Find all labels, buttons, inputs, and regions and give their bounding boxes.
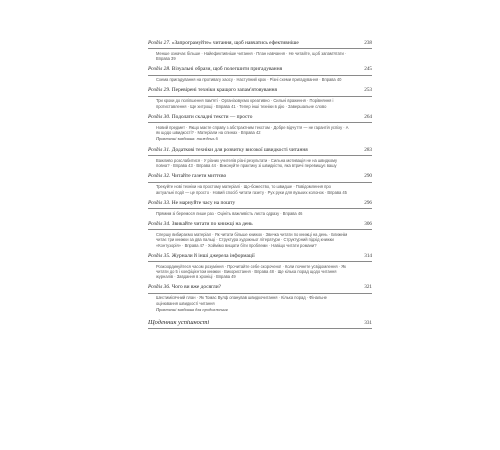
chapter-heading[interactable] [148, 284, 372, 291]
chapter-title: Розділ 30. Подолати складні тексти — просто [148, 113, 253, 120]
chapter-prefix: Розділ 30. [148, 113, 171, 120]
diary-title: Щоденник успішності [148, 318, 210, 326]
chapter-description: Новий предмет · Якщо маєте справу з абстрактним текстом · Добре відчуття — не гарантія успіху · А як щодо швидкості? · Матеріали на спинах · Вправа 42 [156, 124, 349, 136]
page-number: 314 [364, 252, 372, 259]
chapter-heading[interactable] [148, 173, 372, 180]
chapter-prefix: Розділ 35. [148, 252, 171, 259]
page-number: 331 [364, 319, 372, 326]
chapter-description: Шестимісячний план · Як Томас Вулф опанував швидкочитання · Кілька порад · Фінальне оцінювання швидкості читання [156, 295, 327, 306]
page-number: 253 [364, 87, 372, 94]
chapter-title: Розділ 34. Звикайте читати по книжці на день [148, 220, 253, 227]
chapter-description: Важливо розслабитися · У різних учителів різні результати · Сильна мотивація не на швидкому повна? · Вправа 43 · Вправа 44 · Виконуйте практику зі швидкістю, яка втричі перевищує вашу [156, 157, 338, 169]
chapter-title: Розділ 35. Журнали й інші джерела інформації [148, 252, 255, 259]
chapter-prefix: Розділ 28. [148, 66, 171, 73]
divider [148, 48, 372, 49]
page-number: 245 [364, 66, 372, 73]
chapter-title: Розділ 32. Читайте газети миттєво [148, 173, 227, 180]
table-of-contents [148, 40, 372, 334]
divider [148, 328, 372, 329]
page-number: 264 [364, 113, 372, 120]
page-number: 306 [364, 220, 372, 227]
divider [148, 75, 372, 76]
chapter-prefix: Розділ 33. [148, 199, 171, 206]
chapter-heading[interactable] [148, 253, 372, 260]
chapter-description: Менше означає більше · Найефективніше читання · План навчання · Не читайте, щоб запам'ятати · Вправа 39 [156, 50, 347, 62]
chapter-heading[interactable] [148, 40, 372, 47]
chapter-prefix: Розділ 36. [148, 284, 171, 291]
chapter-prefix: Розділ 29. [148, 87, 171, 94]
page-number: 321 [364, 284, 372, 291]
chapter-title: Розділ 28. Візуальні образи, щоб полегшити пригадування [148, 66, 283, 73]
chapter-title: Розділ 33. Не марнуйте часу на пошту [148, 199, 236, 206]
chapter-title: Розділ 27. «Запрограмуйте» читання, щоб навчатись ефективніше [148, 40, 299, 46]
divider [148, 261, 372, 262]
divider [148, 182, 372, 183]
chapter-heading[interactable] [148, 114, 372, 121]
chapter-description: Три кроки до поліпшення пам'яті · Організовуємо креативно · Сильні враження · Порівняння і протиставлення · Ще хитрощі · Вправа 41 · Тепер інші техніки в дію · Завершальне слово [156, 98, 334, 109]
chapter-description: Трекуйте нові техніки на простому матеріалі · Що-божество, то швидше · Повідомлення про актуальні події — це просто · Новий спосіб читати газету · Рух руки для вузьких колонок · Вправа 45 [156, 184, 347, 195]
chapter-description: Схема пригадування на противагу хаосу · Наступний крок · Різні схеми пригадування · Вправа 40 [156, 77, 342, 83]
toc-chapter-34[interactable] [148, 221, 372, 248]
toc-chapter-28[interactable] [148, 66, 372, 82]
page-number: 290 [364, 173, 372, 180]
chapter-prefix: Розділ 34. [148, 220, 171, 227]
diary-heading[interactable] [148, 319, 372, 327]
divider [148, 155, 372, 156]
chapter-heading[interactable] [148, 87, 372, 94]
chapter-title: Розділ 36. Чого ви вже досягли? [148, 284, 222, 291]
chapter-prefix: Розділ 31. [148, 146, 171, 153]
chapter-prefix: Розділ 27. [148, 40, 171, 46]
page-number: 238 [364, 40, 372, 46]
toc-chapter-35[interactable] [148, 253, 372, 280]
toc-chapter-27[interactable] [148, 40, 372, 62]
chapter-heading[interactable] [148, 221, 372, 228]
divider [148, 208, 372, 209]
divider [148, 122, 372, 123]
toc-chapter-33[interactable] [148, 200, 372, 216]
toc-chapter-31[interactable] [148, 147, 372, 169]
chapter-title: Розділ 29. Перевірені техніки кращого запам'ятовування [148, 87, 278, 94]
chapter-description: Прямим зі беремося лише раз · Оцініть важливість листа одразу · Вправа 46 [156, 210, 303, 216]
toc-success-diary[interactable] [148, 319, 372, 329]
page-number: 283 [364, 146, 372, 153]
toc-chapter-36[interactable] [148, 284, 372, 313]
divider [148, 96, 372, 97]
chapter-heading[interactable] [148, 200, 372, 207]
toc-chapter-32[interactable] [148, 173, 372, 195]
page-number: 296 [364, 199, 372, 206]
toc-chapter-30[interactable] [148, 114, 372, 143]
toc-chapter-29[interactable] [148, 87, 372, 109]
chapter-prefix: Розділ 32. [148, 173, 171, 180]
chapter-description: Спершу вибираємо матеріал · Як читати більше книжок · Звичка читати по книжці на день · Ближнім читає три книжки за два пальці · Структура художньої літератури · Структурний підхід книжки «Контузорія» · Вправа 47 · Хоймімо вищати біти проблеми · Навіщо читати романи? [156, 231, 348, 248]
chapter-heading[interactable] [148, 66, 372, 73]
chapter-title: Розділ 31. Додаткові техніки для розвитку високої швидкості читання [148, 146, 308, 153]
divider [148, 293, 372, 294]
chapter-description: Розкоординуйтеся часом розуміння · Прочитайте себе скорочено! · Коли почнете усвідомлення · Як читати до 5 і коефіцієнтом книжки · Використання · Вправа 48 · Ще кілька порад щодо читання журналів · Завдання в хроніці · Вправа 49 [156, 263, 346, 280]
practice-tasks: Практичні завдання для продовження [156, 306, 228, 312]
chapter-heading[interactable] [148, 147, 372, 154]
practice-tasks: Практичні завдання: тиждень 6 [156, 136, 218, 142]
divider [148, 229, 372, 230]
